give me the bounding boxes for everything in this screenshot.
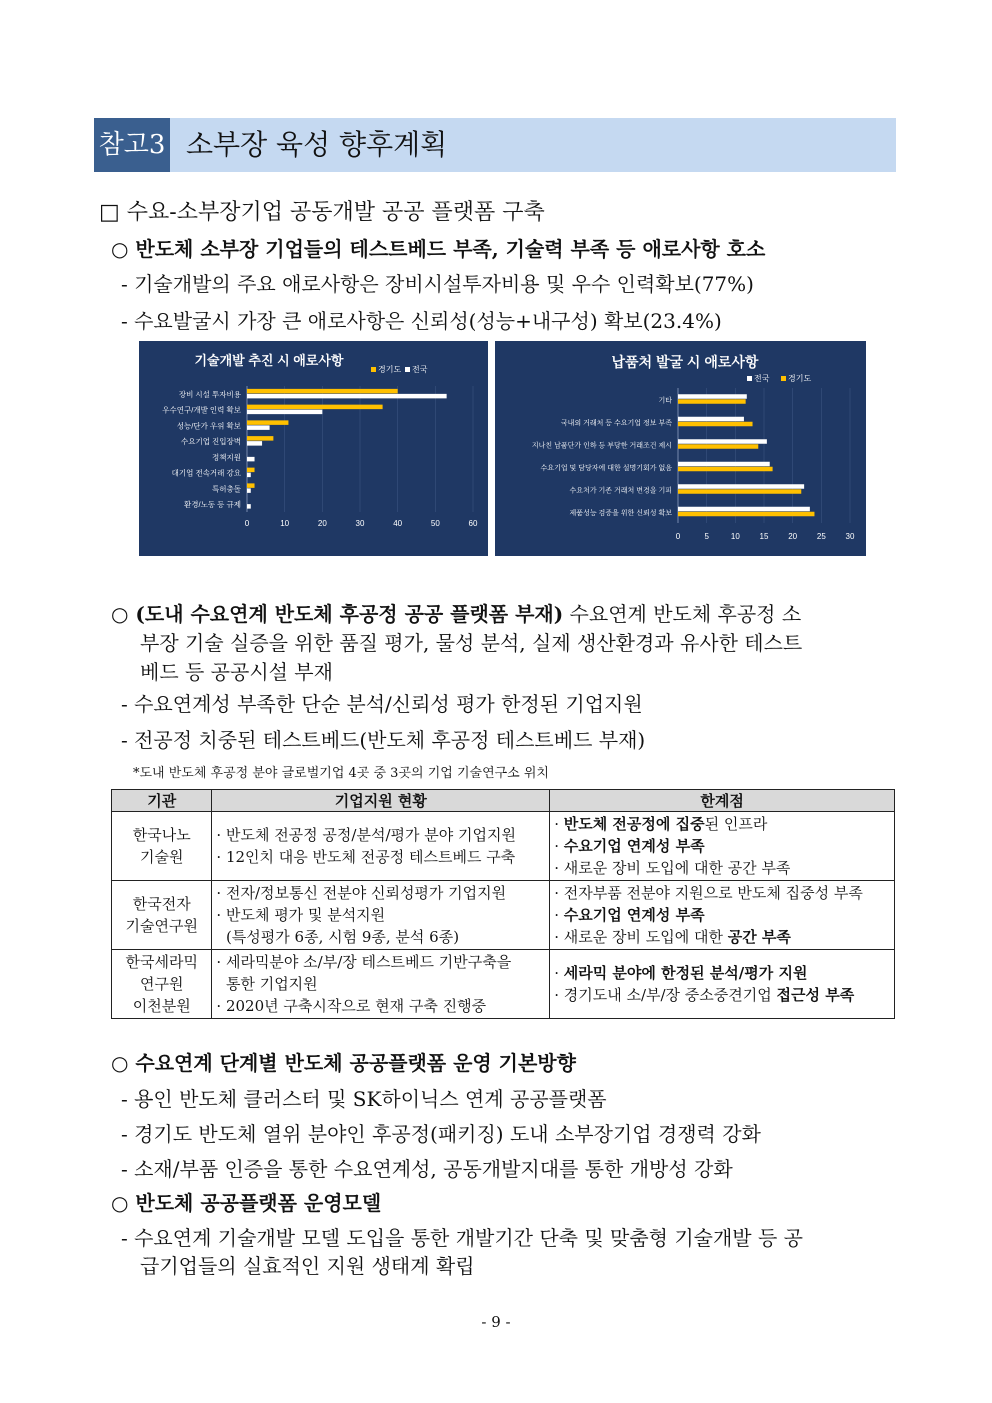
category-label: 수요처가 기존 거래처 변경을 기피 bbox=[569, 487, 672, 495]
footnote-global: *도내 반도체 후공정 분야 글로벌기업 4곳 중 3곳의 기업 기술연구소 위치 bbox=[133, 766, 549, 781]
bullet-direction: ○ 수요연계 단계별 반도체 공공플랫폼 운영 기본방향 bbox=[111, 1051, 576, 1075]
limit-cell bbox=[550, 812, 895, 881]
support-item: · 반도체 전공정 공정/분석/평가 분야 기업지원 bbox=[216, 826, 516, 844]
limit-text: · 경기도내 소/부/장 중소중견기업 bbox=[554, 986, 777, 1004]
category-label: 제품성능 검증을 위한 신뢰성 확보 bbox=[569, 509, 672, 517]
limit-text: · bbox=[554, 837, 564, 855]
category-label: 국내외 거래처 등 수요기업 정보 부족 bbox=[560, 419, 672, 427]
bar bbox=[247, 405, 383, 410]
limit-item bbox=[554, 813, 890, 835]
x-tick-label: 10 bbox=[280, 519, 290, 528]
dash-packaging: - 경기도 반도체 열위 분야인 후공정(패키징) 도내 소부장기업 경쟁력 강화 bbox=[121, 1122, 761, 1146]
x-tick-label: 20 bbox=[317, 519, 327, 528]
bar bbox=[247, 420, 288, 425]
limit-text: · bbox=[554, 906, 564, 924]
limit-item bbox=[554, 926, 890, 948]
support-item: · 2020년 구축시작으로 현재 구축 진행중 bbox=[216, 997, 487, 1015]
x-tick-label: 25 bbox=[816, 532, 826, 541]
limit-text: · 새로운 장비 도입에 대한 bbox=[554, 928, 728, 946]
support-item: · 전자/정보통신 전분야 신뢰성평가 기업지원 bbox=[216, 884, 507, 902]
legend-swatch bbox=[371, 367, 376, 372]
bar bbox=[678, 394, 747, 399]
org-name: 한국전자 bbox=[132, 895, 191, 913]
bar bbox=[247, 394, 447, 399]
support-item: · 12인치 대응 반도체 전공정 테스트베드 구축 bbox=[216, 848, 516, 866]
dash-yongin: - 용인 반도체 클러스터 및 SK하이닉스 연계 공공플랫폼 bbox=[121, 1087, 607, 1111]
bar bbox=[678, 417, 744, 422]
dash-tech-dev: - 기술개발의 주요 애로사항은 장비시설투자비용 및 우수 인력확보(77%) bbox=[121, 272, 754, 296]
chart-title: 기술개발 추진 시 애로사항 bbox=[194, 353, 344, 368]
table-row bbox=[112, 950, 895, 1019]
chart-tech-dev-difficulties bbox=[139, 341, 488, 556]
category-label: 성능/단가 우위 확보 bbox=[176, 421, 241, 431]
support-item: · 반도체 평가 및 분석지원 bbox=[216, 906, 386, 924]
category-label: 기타 bbox=[658, 397, 672, 405]
org-name: 한국세라믹 bbox=[125, 953, 198, 971]
chart-supplier-svg bbox=[495, 341, 866, 556]
x-tick-label: 30 bbox=[355, 519, 365, 528]
bullet-model: ○ 반도체 공공플랫폼 운영모델 bbox=[111, 1191, 382, 1215]
legend-label: 전국 bbox=[412, 365, 428, 374]
support-item: (특성평가 6종, 시험 9종, 분석 6종) bbox=[216, 928, 460, 946]
x-tick-label: 40 bbox=[393, 519, 403, 528]
org-cell bbox=[112, 812, 212, 881]
category-label: 수요기업 진입장벽 bbox=[180, 437, 241, 447]
limit-item: · 전자부품 전분야 지원으로 반도체 집중성 부족 bbox=[554, 884, 863, 902]
bullet-platform-line2: 부장 기술 실증을 위한 품질 평가, 물성 분석, 실제 생산환경과 유사한 테스트 bbox=[140, 631, 803, 655]
x-tick-label: 0 bbox=[244, 519, 250, 528]
org-name: 한국나노 bbox=[132, 826, 191, 844]
bullet-platform-absence-rest: 수요연계 반도체 후공정 소 bbox=[563, 602, 802, 626]
org-name: 기술연구원 bbox=[125, 917, 198, 935]
org-cell bbox=[112, 950, 212, 1019]
col-header-support: 기업지원 현황 bbox=[212, 790, 550, 812]
limit-text-bold: 수요기업 연계성 부족 bbox=[563, 906, 705, 924]
bar bbox=[247, 504, 251, 509]
legend-label: 경기도 bbox=[378, 365, 402, 374]
bullet-difficulties: ○ 반도체 소부장 기업들의 테스트베드 부족, 기술력 부족 등 애로사항 호소 bbox=[111, 237, 766, 261]
chart-supplier-difficulties bbox=[495, 341, 866, 556]
bar bbox=[678, 439, 767, 444]
limit-item bbox=[554, 835, 890, 857]
legend-swatch bbox=[781, 376, 786, 381]
legend-swatch bbox=[405, 367, 410, 372]
heading-platform: □ 수요-소부장기업 공동개발 공공 플랫폼 구축 bbox=[99, 200, 545, 225]
table-row bbox=[112, 812, 895, 881]
dash-demand: - 수요발굴시 가장 큰 애로사항은 신뢰성(성능+내구성) 확보(23.4%) bbox=[121, 309, 722, 333]
x-tick-label: 50 bbox=[430, 519, 440, 528]
limit-item: · 새로운 장비 도입에 대한 공간 부족 bbox=[554, 859, 791, 877]
bar bbox=[678, 507, 810, 512]
limit-text: · bbox=[554, 964, 564, 982]
section-title: 소부장 육성 향후계획 bbox=[186, 128, 448, 161]
dash-model-line1: - 수요연계 기술개발 모델 도입을 통한 개발기간 단축 및 맞춤형 기술개발 등 공 bbox=[121, 1226, 803, 1250]
org-name: 기술원 bbox=[139, 848, 184, 866]
bullet-platform-line3: 베드 등 공공시설 부재 bbox=[140, 660, 333, 684]
limit-item bbox=[554, 984, 890, 1006]
limit-text-bold: 반도체 전공정에 집중 bbox=[563, 815, 705, 833]
x-tick-label: 20 bbox=[788, 532, 798, 541]
dash-simple-analysis: - 수요연계성 부족한 단순 분석/신뢰성 평가 한정된 기업지원 bbox=[121, 692, 643, 716]
x-tick-label: 15 bbox=[759, 532, 769, 541]
support-cell bbox=[212, 812, 550, 881]
limit-text-bold: 수요기업 연계성 부족 bbox=[563, 837, 705, 855]
col-header-limit: 한계점 bbox=[550, 790, 895, 812]
bar bbox=[678, 399, 746, 404]
category-label: 수요기업 및 담당자에 대한 설명기회가 없음 bbox=[540, 464, 672, 472]
bullet-platform-absence bbox=[111, 598, 801, 627]
bar bbox=[247, 468, 255, 473]
bar bbox=[247, 436, 273, 441]
bar bbox=[678, 422, 753, 427]
x-tick-label: 5 bbox=[704, 532, 709, 541]
bar bbox=[247, 457, 255, 462]
bar bbox=[678, 462, 770, 467]
bar bbox=[247, 488, 251, 493]
x-tick-label: 0 bbox=[675, 532, 681, 541]
reference-tag: 참고3 bbox=[94, 118, 170, 172]
category-label: 우수연구/개발 인력 확보 bbox=[162, 405, 241, 415]
category-label: 지나친 납품단가 인하 등 부당한 거래조건 제시 bbox=[531, 442, 672, 450]
category-label: 환경/노동 등 규제 bbox=[184, 500, 241, 510]
dash-certification: - 소재/부품 인증을 통한 수요연계성, 공동개발지대를 통한 개방성 강화 bbox=[121, 1157, 733, 1181]
category-label: 정책지원 bbox=[212, 452, 241, 462]
bar bbox=[678, 444, 758, 449]
x-tick-label: 60 bbox=[468, 519, 478, 528]
table-row bbox=[112, 881, 895, 950]
bar bbox=[247, 425, 270, 430]
chart-title: 납품처 발굴 시 애로사항 bbox=[611, 354, 759, 370]
bar bbox=[678, 512, 814, 517]
limit-text: 된 인프라 bbox=[704, 815, 768, 833]
category-label: 특허충돌 bbox=[212, 484, 241, 494]
limit-text-bold: 공간 부족 bbox=[727, 928, 791, 946]
limit-item bbox=[554, 904, 890, 926]
support-item: · 세라믹분야 소/부/장 테스트베드 기반구축을 bbox=[216, 953, 512, 971]
limit-cell bbox=[550, 881, 895, 950]
limit-text-bold: 접근성 부족 bbox=[776, 986, 855, 1004]
x-tick-label: 10 bbox=[730, 532, 740, 541]
limit-item bbox=[554, 962, 890, 984]
bar bbox=[247, 483, 255, 488]
legend-swatch bbox=[747, 376, 752, 381]
limit-cell bbox=[550, 950, 895, 1019]
limit-text: · bbox=[554, 815, 564, 833]
org-cell bbox=[112, 881, 212, 950]
legend-label: 전국 bbox=[754, 374, 770, 383]
bar bbox=[247, 441, 262, 446]
support-table bbox=[111, 789, 895, 1019]
x-tick-label: 30 bbox=[845, 532, 855, 541]
section-header bbox=[94, 118, 896, 172]
limit-text-bold: 세라믹 분야에 한정된 분석/평가 지원 bbox=[563, 964, 808, 982]
category-label: 대기업 전속거래 강요 bbox=[171, 468, 241, 478]
dash-frontend-testbed: - 전공정 치중된 테스트베드(반도체 후공정 테스트베드 부재) bbox=[121, 728, 646, 752]
support-cell bbox=[212, 881, 550, 950]
bar bbox=[247, 473, 251, 478]
category-label: 장비 시설 투자비용 bbox=[178, 389, 241, 399]
table-header-row bbox=[112, 790, 895, 812]
legend-label: 경기도 bbox=[788, 374, 812, 383]
col-header-org: 기관 bbox=[112, 790, 212, 812]
page-number: - 9 - bbox=[481, 1313, 511, 1331]
bar bbox=[678, 484, 804, 489]
bar bbox=[678, 489, 801, 494]
support-cell bbox=[212, 950, 550, 1019]
bar bbox=[247, 410, 322, 415]
bar bbox=[678, 467, 773, 472]
chart-tech-dev-svg bbox=[139, 341, 488, 556]
org-name: 연구원 bbox=[139, 975, 184, 993]
support-item: 통한 기업지원 bbox=[216, 975, 318, 993]
bar bbox=[247, 389, 398, 394]
bullet-platform-absence-bold: ○ (도내 수요연계 반도체 후공정 공공 플랫폼 부재) bbox=[111, 602, 564, 626]
org-name: 이천분원 bbox=[132, 997, 191, 1015]
dash-model-line2: 급기업들의 실효적인 지원 생태계 확립 bbox=[140, 1254, 475, 1278]
